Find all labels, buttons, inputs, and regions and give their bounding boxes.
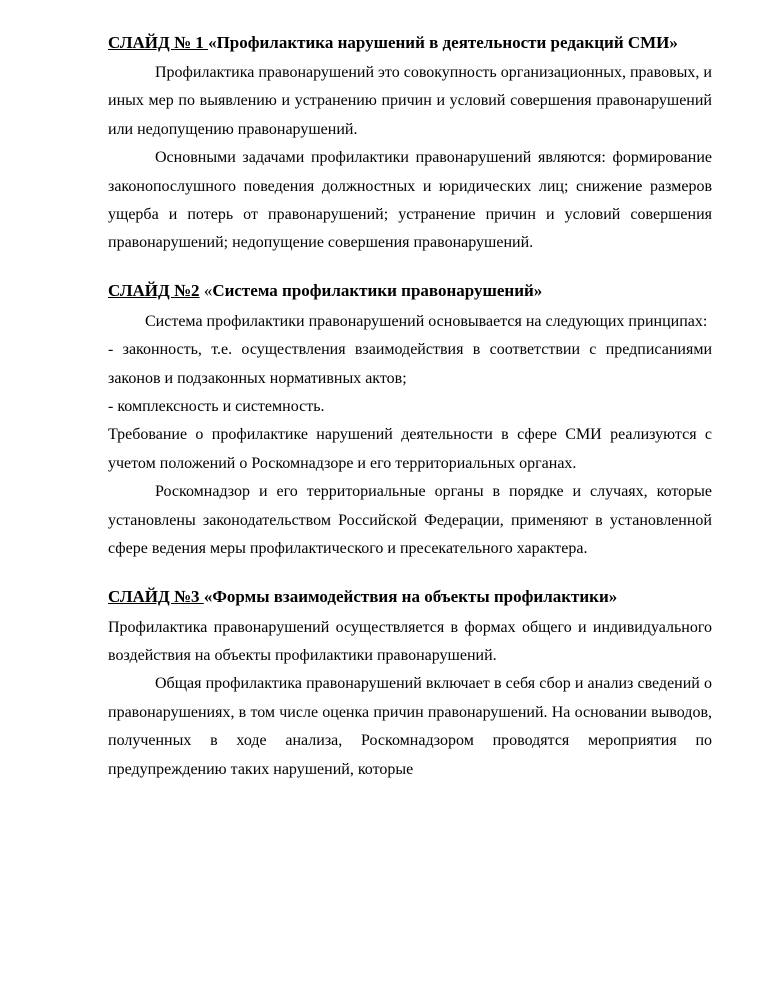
slide-1-paragraph-tasks: Основными задачами профилактики правонарушений являются: формирование законопослушного поведения должностных и юридических лиц; снижение размеров ущерба и потерь от правонарушений; устранение причин и условий совершения правонарушений; недопущение совершения правонарушений. bbox=[108, 149, 712, 252]
slide-2-title: Система профилактики правонарушений» bbox=[212, 280, 543, 300]
slide-1-body bbox=[108, 59, 712, 258]
slide-2-paragraph-principles: Система профилактики правонарушений основывается на следующих принципах: bbox=[145, 312, 708, 330]
slide-2-heading bbox=[108, 280, 712, 301]
slide-2-paragraph-requirement: Требование о профилактике нарушений деятельности в сфере СМИ реализуются с учетом положений о Роскомнадзоре и его территориальных органах. bbox=[108, 426, 712, 472]
slide-3-number: СЛАЙД №3 bbox=[108, 586, 204, 606]
slide-3-title: «Формы взаимодействия на объекты профилактики» bbox=[203, 586, 618, 606]
document-page bbox=[108, 32, 712, 784]
slide-2-title-quote: « bbox=[199, 280, 213, 300]
slide-2-list-item-legality: - законность, т.е. осуществления взаимодействия в соответствии с предписаниями законов и подзаконных нормативных актов; bbox=[108, 341, 712, 387]
slide-3-body bbox=[108, 614, 712, 784]
slide-2-number: СЛАЙД №2 bbox=[108, 280, 200, 300]
slide-3-heading bbox=[108, 586, 712, 607]
slide-1-number: СЛАЙД № 1 bbox=[108, 33, 209, 52]
slide-2-body bbox=[108, 308, 712, 564]
slide-2-list-item-complexity: - комплексность и системность. bbox=[108, 398, 325, 416]
slide-3-paragraph-general-prevention: Общая профилактика правонарушений включает в себя сбор и анализ сведений о правонарушениях, в том числе оценка причин правонарушений. На основании выводов, полученных в ходе анализа, Роскомнадзором проводятся мероприятия по предупреждению таких нарушений, которые bbox=[108, 675, 712, 778]
slide-2-paragraph-roskomnadzor: Роскомнадзор и его территориальные органы в порядке и случаях, которые установлены законодательством Российской Федерации, применяют в установленной сфере ведения меры профилактического и пресекательного характера. bbox=[108, 483, 712, 558]
slide-1-title: «Профилактика нарушений в деятельности редакций СМИ» bbox=[208, 33, 678, 52]
slide-3-paragraph-forms: Профилактика правонарушений осуществляется в формах общего и индивидуального воздействия на объекты профилактики правонарушений. bbox=[108, 618, 712, 664]
slide-1-heading bbox=[108, 32, 712, 53]
slide-1-paragraph-definition: Профилактика правонарушений это совокупность организационных, правовых, и иных мер по выявлению и устранению причин и условий совершения правонарушений или недопущению правонарушений. bbox=[108, 64, 712, 138]
